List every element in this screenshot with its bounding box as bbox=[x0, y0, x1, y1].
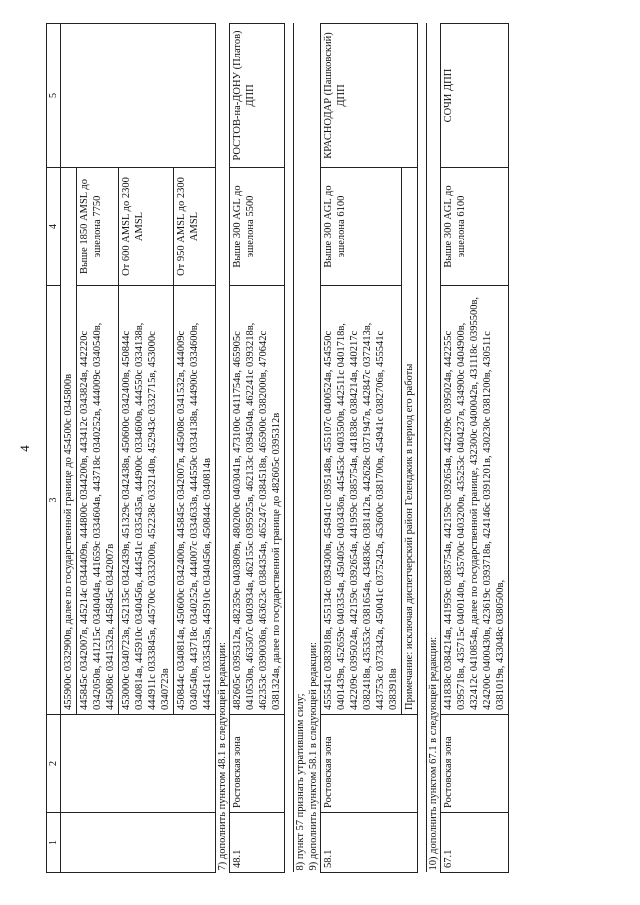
table-row bbox=[230, 24, 285, 873]
spacer bbox=[285, 24, 294, 873]
header-col-2: 2 bbox=[47, 715, 61, 813]
boundary-coordinates: 455900с 0332900в, далее по государственной границе до 454500с 0345800в bbox=[61, 168, 77, 715]
amendment-line bbox=[427, 24, 441, 873]
amendment-7: 7) дополнить пунктом 48.1 в следующей редакции: bbox=[216, 24, 230, 873]
amendment-10: 10) дополнить пунктом 67.1 в следующей редакции: bbox=[427, 24, 441, 873]
boundary-coordinates: 445845с 0342007в, 445214с 0344409в, 444800с 0344200в, 443412с 0343824в, 442220с 0342050в, 441215с 0340404в, 441659с 0334604в, 443718с 0340252в, 444009с 0340540в, 445008с 0341532в, 445845с 0342007в bbox=[77, 286, 119, 715]
control-unit: РОСТОВ-на-ДОНУ (Платов) ДПП bbox=[230, 24, 285, 168]
vertical-limits: Выше 300 AGL до эшелона 6100 bbox=[441, 168, 509, 286]
zone-cell bbox=[61, 715, 216, 813]
control-unit-cell bbox=[61, 24, 216, 168]
page-number: 4 bbox=[17, 445, 32, 452]
vertical-limits: Выше 300 AGL до эшелона 6100 bbox=[321, 168, 402, 286]
amendment-line bbox=[307, 24, 321, 873]
amendment-8: 8) пункт 57 признать утратившим силу; bbox=[294, 24, 308, 873]
vertical-limits: Выше 1850 AMSL до эшелона 7750 bbox=[77, 168, 119, 286]
boundary-coordinates: 450844с 0340814в, 450600с 0342400в, 445845с 0342007в, 445008с 0341532в, 444009с 0340540в, 443718с 0340252в, 444007с 0334633в, 444550с 0334138в, 444900с 0334600в, 444541с 0335435в, 445910с 0340456в, 450844с 0340814в bbox=[174, 286, 216, 715]
header-col-1: 1 bbox=[47, 813, 61, 873]
table-row bbox=[321, 24, 402, 873]
spacer bbox=[418, 24, 427, 873]
vertical-limits: От 600 AMSL до 2300 AMSL bbox=[119, 168, 174, 286]
amendment-9: 9) дополнить пунктом 58.1 в следующей редакции: bbox=[307, 24, 321, 873]
row-number-cell bbox=[61, 813, 216, 873]
row-number: 48.1 bbox=[230, 813, 285, 873]
boundary-coordinates: 482605с 0395312в, 482359с 0403809в, 480200с 0403041в, 473100с 0411754в, 465905с 0410530в, 463507с 0403934в, 462155с 0395925в, 462133с 0394504в, 462241с 0393218в, 462353с 0390036в, 463623с 0384354в, 465247с 0384518в, 465900с 0382000в, 470642с 0381324в, далее по государственной границе до 482605с 0395312в bbox=[230, 286, 285, 715]
header-col-3: 3 bbox=[47, 286, 61, 715]
header-col-5: 5 bbox=[47, 24, 61, 168]
boundary-coordinates: 453000с 0340723в, 452135с 0342439в, 451329с 0342438в, 450600с 0342400в, 450844с 0340814в, 445910с 0340456в, 444541с 0335435в, 444900с 0334600в, 444550с 0334138в, 444911с 0333845в, 445700с 0333200в, 452238с 0332140в, 452943с 0332715в, 453000с 0340723в bbox=[119, 286, 174, 715]
row-number: 67.1 bbox=[441, 813, 509, 873]
table-header-row bbox=[47, 24, 61, 873]
table-row bbox=[61, 24, 77, 873]
boundary-coordinates: 455541с 0383918в, 455134с 0394300в, 454941с 0395148в, 455107с 0400524в, 454550с 0401439в, 452659с 0403354в, 450405с 0403436в, 445453с 0403500в, 442511с 0401718в, 442209с 0395024в, 442159с 0392654в, 441959с 0385754в, 441838с 0384214в, 440217с 0382418в, 435353с 0381654в, 434836с 0381412в, 442628с 0371947в, 442847с 0372413в, 443753с 0373342в, 450041с 0375242в, 453600с 0381700в, 454941с 0382706в, 455541с 0383918в bbox=[321, 286, 402, 715]
vertical-limits: От 950 AMSL до 2300 AMSL bbox=[174, 168, 216, 286]
amendment-line bbox=[294, 24, 308, 873]
zone-name: Ростовская зона bbox=[441, 715, 509, 813]
boundary-coordinates: 441838с 0384214в, 441959с 0385754в, 442159с 0392654в, 442209с 0395024в, 442255с 0395718в, 435715с 0400140в, 435700с 0403200в, 435253с 0404237в, 434900с 0404900в, 432412с 0410854в, далее по государственной границе, 432300с 0400042в, 431118с 0395500в, 424200с 0400430в, 423619с 0393718в, 424146с 0391201в, 430230с 0381200в, 430511с 0381019в, 433048с 0380500в, bbox=[441, 286, 509, 715]
control-unit: КРАСНОДАР (Пашковский) ДПП bbox=[321, 24, 418, 168]
zone-name: Ростовская зона bbox=[230, 715, 285, 813]
row-number: 58.1 bbox=[321, 813, 418, 873]
table-row bbox=[441, 24, 509, 873]
header-col-4: 4 bbox=[47, 168, 61, 286]
note-text: Примечание: исключая диспетчерский район Геленджик в период его работы bbox=[402, 168, 418, 715]
airspace-table bbox=[46, 23, 509, 873]
zone-name: Ростовская зона bbox=[321, 715, 418, 813]
control-unit: СОЧИ ДПП bbox=[441, 24, 509, 168]
vertical-limits: Выше 300 AGL до эшелона 5500 bbox=[230, 168, 285, 286]
amendment-line bbox=[216, 24, 230, 873]
